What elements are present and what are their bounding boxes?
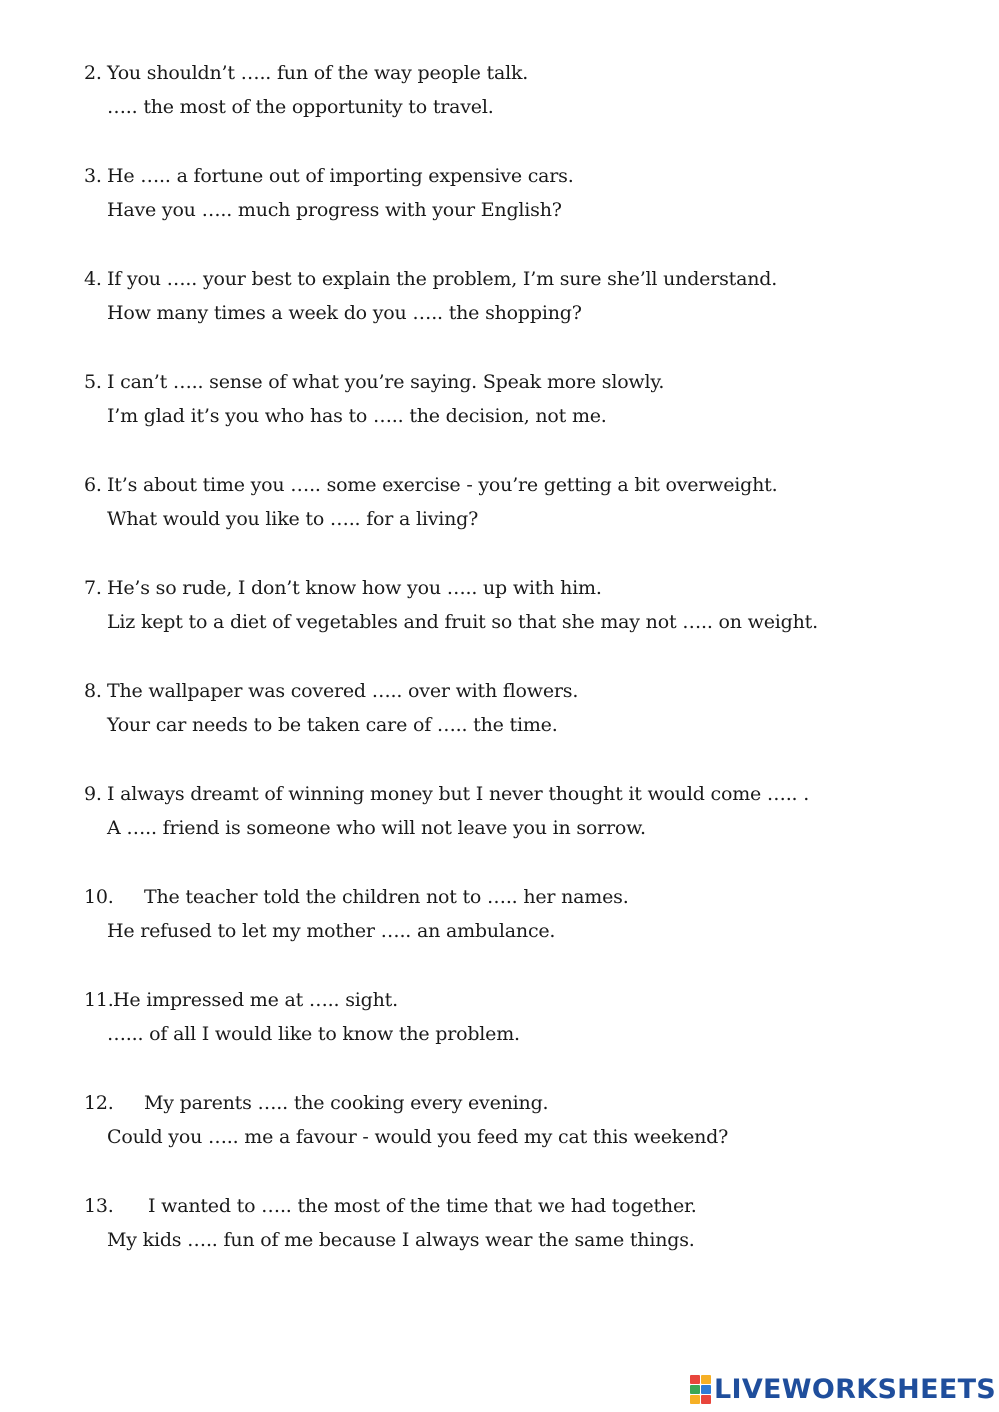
question-sentence-1: I wanted to ….. the most of the time that we had together. [148,1195,697,1217]
question-sentence-2: ….. the most of the opportunity to travel. [107,96,494,118]
question-number: 7. [84,577,102,599]
question-sentence-1: My parents ….. the cooking every evening. [144,1092,549,1114]
question-11 [84,983,964,1051]
question-sentence-1: The teacher told the children not to ….. her names. [144,886,629,908]
question-number: 13. [84,1195,114,1217]
question-sentence-2: Your car needs to be taken care of ….. the time. [107,714,558,736]
question-sentence-1: It’s about time you ….. some exercise - you’re getting a bit overweight. [107,474,778,496]
liveworksheets-logo-icon [690,1375,710,1403]
question-10 [84,880,964,948]
question-sentence-2: …... of all I would like to know the problem. [107,1023,520,1045]
question-13 [84,1189,964,1257]
question-sentence-2: A ….. friend is someone who will not leave you in sorrow. [107,817,646,839]
question-4 [84,262,964,330]
liveworksheets-logo[interactable] [690,1370,996,1408]
question-3 [84,159,964,227]
question-sentence-1: I can’t ….. sense of what you’re saying. Speak more slowly. [107,371,665,393]
question-sentence-2: Liz kept to a diet of vegetables and fruit so that she may not ….. on weight. [107,611,818,633]
logo-text: LIVEWORKSHEETS [714,1373,997,1405]
question-sentence-2: Have you ….. much progress with your English? [107,199,562,221]
question-sentence-2: He refused to let my mother ….. an ambulance. [107,920,556,942]
question-number: 9. [84,783,102,805]
question-sentence-1: He’s so rude, I don’t know how you ….. up with him. [107,577,602,599]
question-number: 12. [84,1092,114,1114]
question-sentence-2: My kids ….. fun of me because I always wear the same things. [107,1229,695,1251]
question-sentence-1: He ….. a fortune out of importing expensive cars. [107,165,574,187]
question-5 [84,365,964,433]
question-sentence-1: I always dreamt of winning money but I never thought it would come ….. . [107,783,810,805]
question-number: 6. [84,474,102,496]
question-sentence-1: He impressed me at ….. sight. [113,989,398,1011]
question-number: 11. [84,989,114,1011]
question-9 [84,777,964,845]
question-sentence-2: What would you like to ….. for a living? [107,508,479,530]
question-sentence-2: I’m glad it’s you who has to ….. the decision, not me. [107,405,607,427]
question-7 [84,571,964,639]
question-sentence-1: If you ….. your best to explain the problem, I’m sure she’ll understand. [107,268,778,290]
question-8 [84,674,964,742]
question-number: 5. [84,371,102,393]
question-number: 8. [84,680,102,702]
question-sentence-2: How many times a week do you ….. the shopping? [107,302,582,324]
question-6 [84,468,964,536]
question-sentence-1: You shouldn’t ….. fun of the way people talk. [107,62,529,84]
question-sentence-1: The wallpaper was covered ….. over with flowers. [107,680,579,702]
question-number: 4. [84,268,102,290]
question-number: 10. [84,886,114,908]
question-12 [84,1086,964,1154]
question-sentence-2: Could you ….. me a favour - would you feed my cat this weekend? [107,1126,729,1148]
question-2 [84,56,964,124]
question-number: 2. [84,62,102,84]
question-number: 3. [84,165,102,187]
